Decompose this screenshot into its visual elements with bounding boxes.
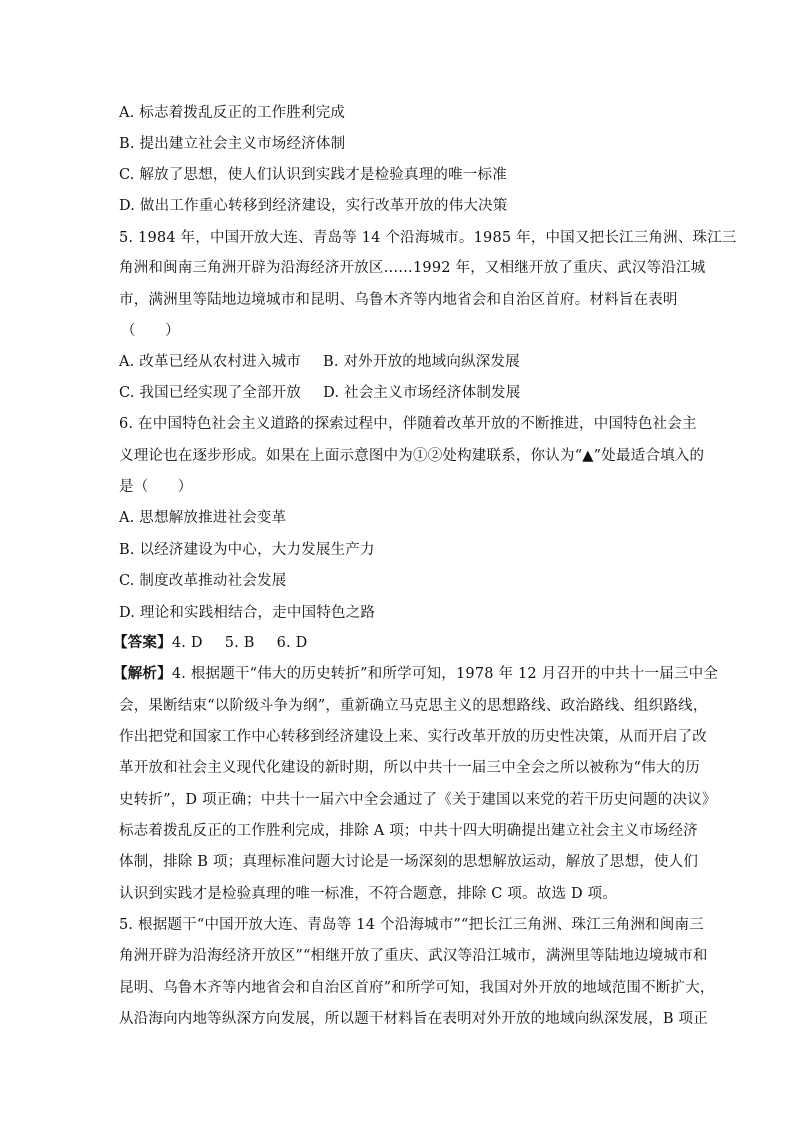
q4-option-b: B. 提出建立社会主义市场经济体制	[119, 136, 346, 152]
q6-option-a: A. 思想解放推进社会变革	[119, 510, 287, 526]
q5-option-c: C. 我国已经实现了全部开放	[119, 385, 302, 401]
answer-line	[113, 633, 673, 653]
q6-stem-line: 是（ ）	[119, 479, 193, 495]
q5-option-d: D. 社会主义市场经济体制发展	[323, 385, 521, 401]
q5-option-b: B. 对外开放的地域向纵深发展	[323, 354, 520, 370]
analysis-line: 革开放和社会主义现代化建设的新时期，所以中共十一届三中全会之所以被称为“伟大的历	[119, 760, 700, 776]
analysis-line: 体制，排除 B 项；真理标准问题大讨论是一场深刻的思想解放运动，解放了思想，使人们	[119, 854, 699, 870]
answer-item: 6. D	[276, 635, 308, 651]
q5-stem-line: 角洲和闽南三角洲开辟为沿海经济开放区……1992 年，又相继开放了重庆、武汉等沿江城	[119, 260, 706, 276]
analysis-line: 昆明、乌鲁木齐等内地省会和自治区首府”和所学可知，我国对外开放的地域范围不断扩大，	[119, 980, 715, 996]
analysis-text: 4. 根据题干“伟大的历史转折”和所学可知，1978 年 12 月召开的中共十一届三中全	[171, 666, 719, 682]
analysis-line: 标志着拨乱反正的工作胜利完成，排除 A 项；中共十四大明确提出建立社会主义市场经济	[119, 823, 698, 839]
q6-option-c: C. 制度改革推动社会发展	[119, 573, 287, 589]
analysis-line: 5. 根据题干“中国开放大连、青岛等 14 个沿海城市”“把长江三角洲、珠江三角洲和闽南三	[119, 917, 704, 933]
q5-answer-blank: （ ）	[121, 323, 180, 339]
analysis-label: 【解析】	[113, 665, 172, 682]
analysis-line: 会，果断结束“以阶级斗争为纲”，重新确立马克思主义的思想路线、政治路线、组织路线，	[119, 698, 708, 714]
q6-option-d: D. 理论和实践相结合，走中国特色之路	[119, 605, 376, 621]
q6-stem-line: 义理论也在逐步形成。如果在上面示意图中为①②处构建联系，你认为“▲”处最适合填入的	[119, 448, 705, 464]
q4-option-d: D. 做出工作重心转移到经济建设，实行改革开放的伟大决策	[119, 198, 508, 214]
q6-option-b: B. 以经济建设为中心，大力发展生产力	[119, 542, 375, 558]
q5-stem-line: 5. 1984 年，中国开放大连、青岛等 14 个沿海城市。1985 年，中国又把长江三角洲、珠江三	[119, 230, 737, 246]
q5-option-a: A. 改革已经从农村进入城市	[119, 354, 301, 370]
answer-label: 【答案】	[113, 634, 172, 651]
analysis-line: 认识到实践才是检验真理的唯一标准，不符合题意，排除 C 项。故选 D 项。	[119, 886, 618, 902]
q4-option-a: A. 标志着拨乱反正的工作胜利完成	[119, 105, 346, 121]
q4-option-c: C. 解放了思想，使人们认识到实践才是检验真理的唯一标准	[119, 167, 507, 183]
q5-options-row-1	[119, 352, 679, 372]
answer-item: 4. D	[171, 635, 203, 651]
q5-options-row-2	[119, 383, 679, 403]
analysis-line: 作出把党和国家工作中心转移到经济建设上来、实行改革开放的历史性决策，从而开启了改	[119, 729, 707, 745]
analysis-line: 史转折”，D 项正确；中共十一届六中全会通过了《关于建国以来党的若干历史问题的决议》	[119, 792, 717, 808]
analysis-first-line	[113, 664, 719, 684]
analysis-line: 角洲开辟为沿海经济开放区”“相继开放了重庆、武汉等沿江城市，满洲里等陆地边境城市和	[119, 948, 708, 964]
q6-stem-line: 6. 在中国特色社会主义道路的探索过程中，伴随着改革开放的不断推进，中国特色社会主	[119, 416, 697, 432]
answer-item: 5. B	[224, 635, 255, 651]
analysis-line: 从沿海向内地等纵深方向发展，所以题干材料旨在表明对外开放的地域向纵深发展，B 项正	[119, 1011, 708, 1027]
q5-stem-line: 市，满洲里等陆地边境城市和昆明、乌鲁木齐等内地省会和自治区首府。材料旨在表明	[119, 292, 678, 308]
